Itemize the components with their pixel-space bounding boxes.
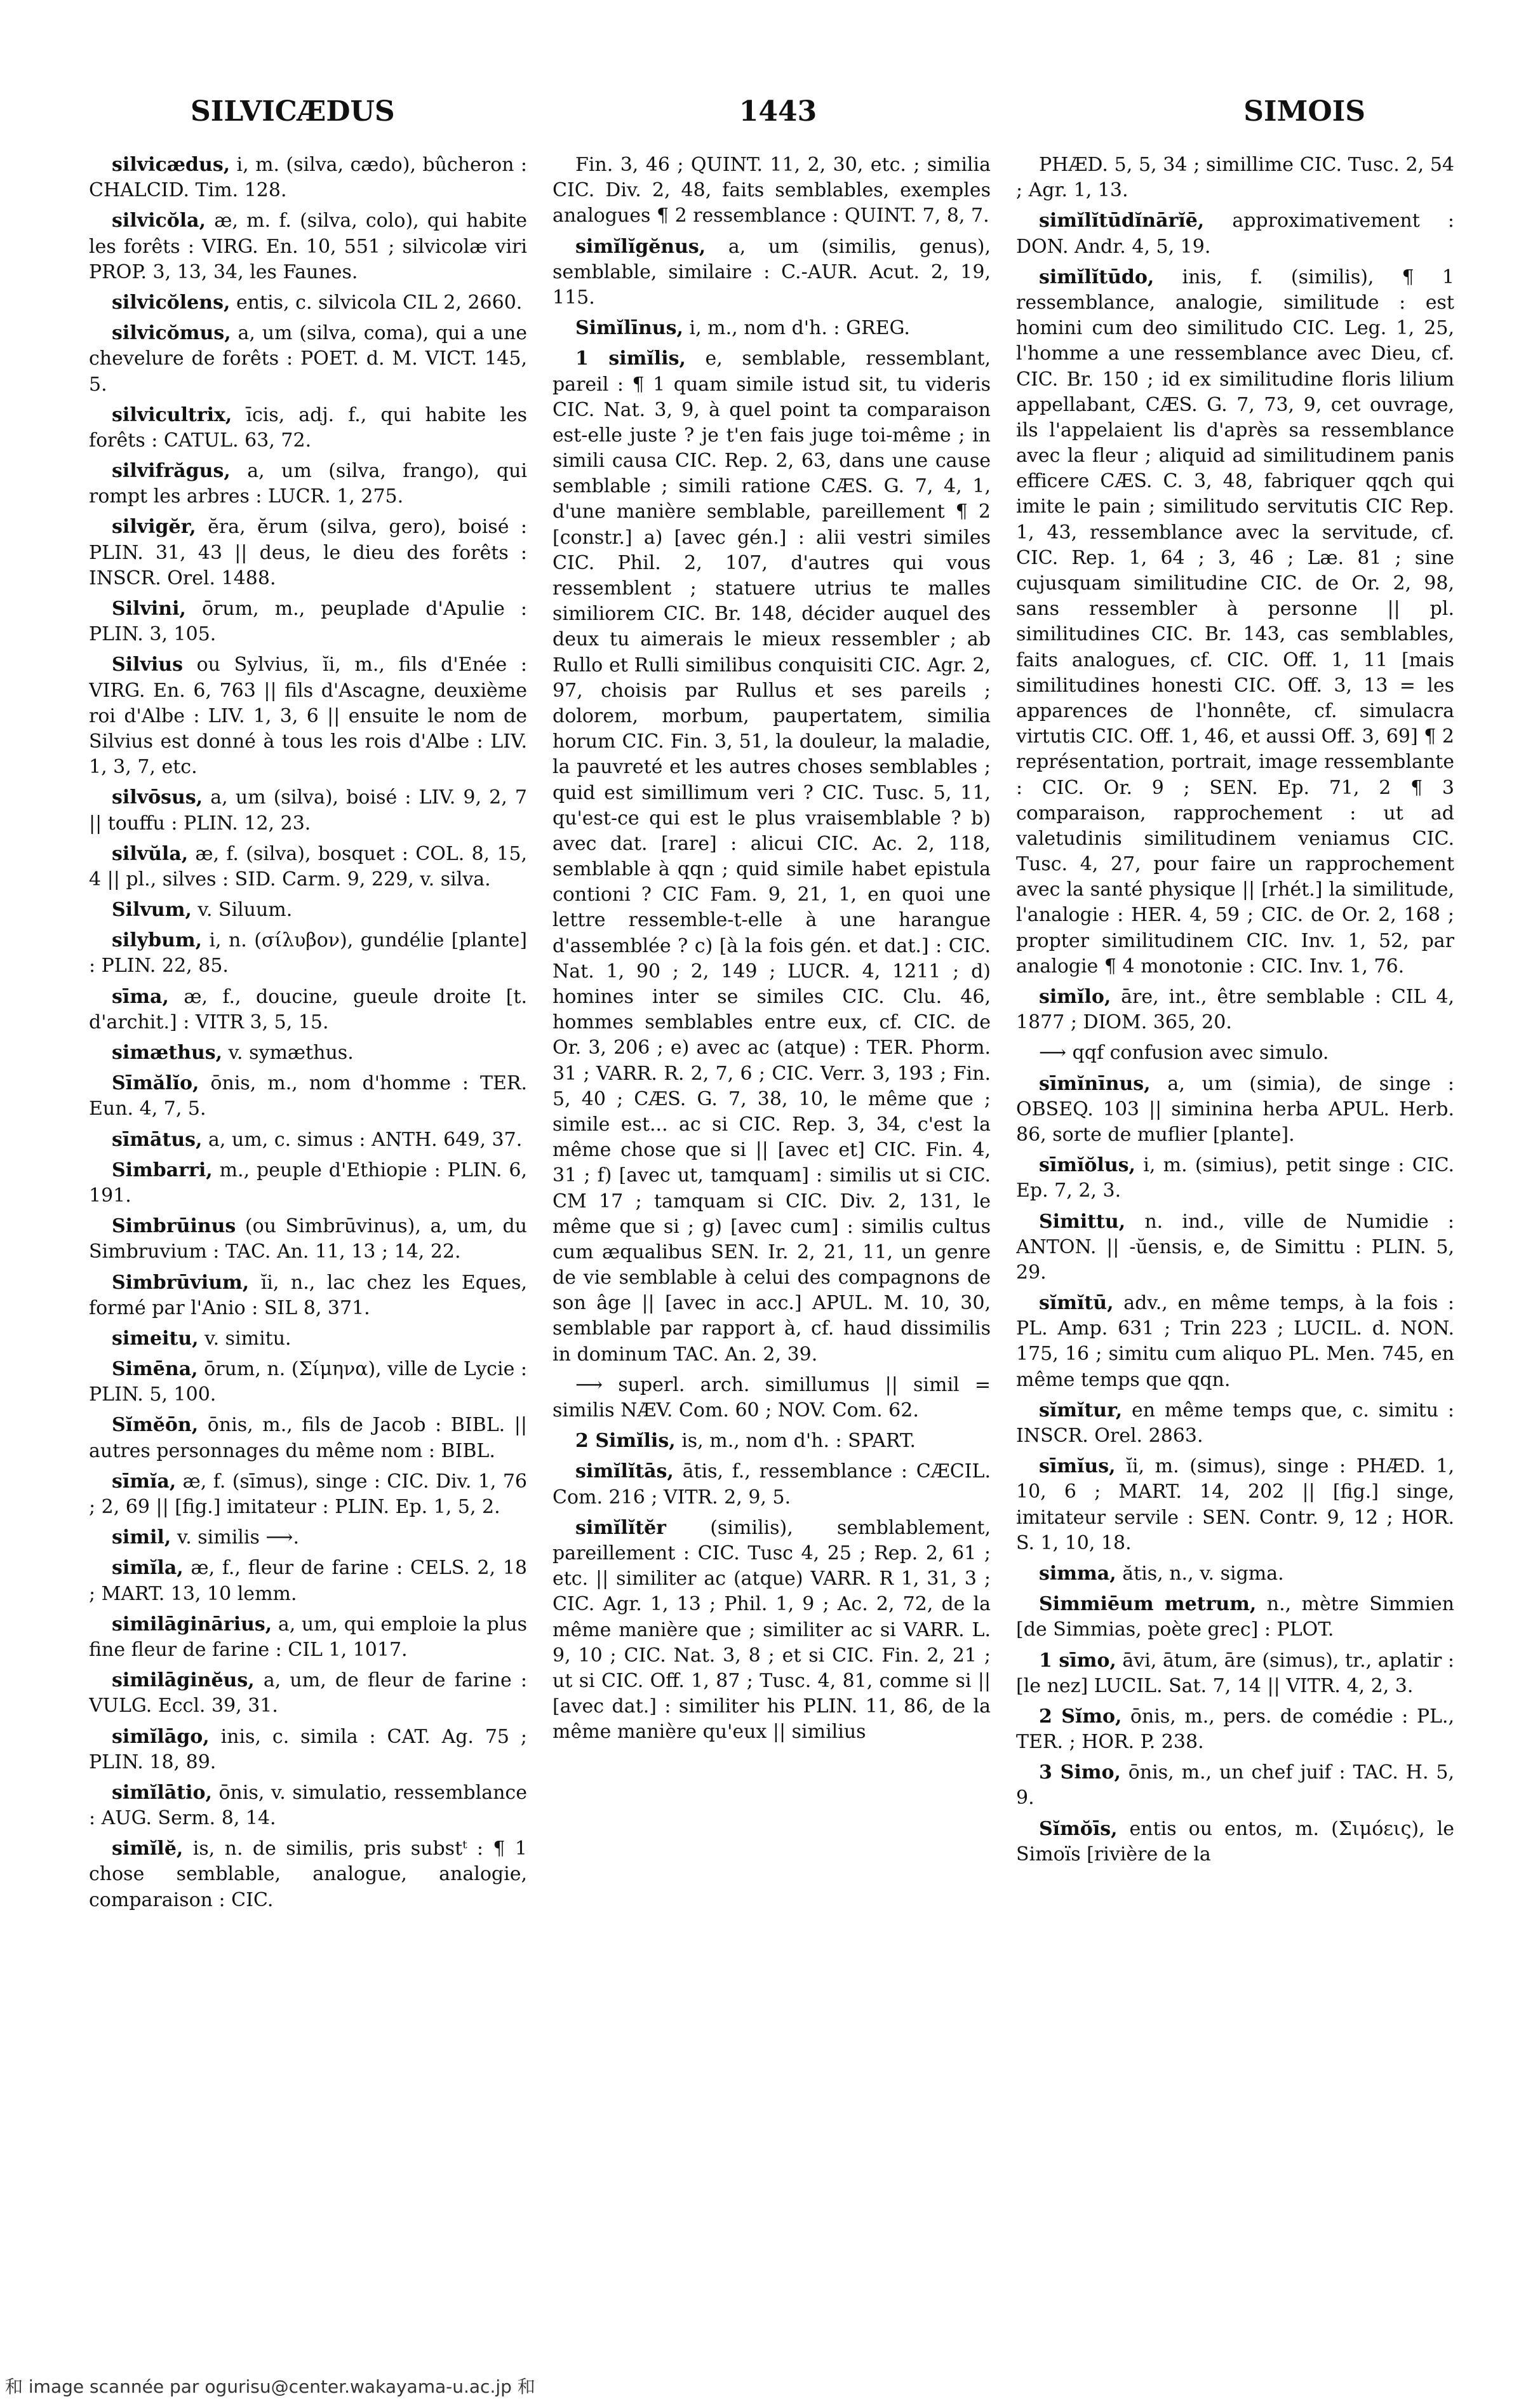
entry-text: entis ou entos, m. (Σιμόεις), le Simoïs [rivière de la bbox=[1016, 1817, 1454, 1865]
entry-headword: silvicædus, bbox=[112, 154, 231, 176]
entry-headword: simĭlātio, bbox=[112, 1781, 212, 1804]
entry-headword: simĭlĭtās, bbox=[575, 1460, 674, 1483]
entry-text: (ou Simbrūvinus), a, um, du Simbruvium : TAC. An. 11, 13 ; 14, 22. bbox=[89, 1215, 527, 1263]
entry-text: āvi, ātum, āre (simus), tr., aplatir : [le nez] LUCIL. Sat. 7, 14 || VITR. 4, 2, 3. bbox=[1016, 1649, 1454, 1697]
dictionary-entry bbox=[89, 1413, 527, 1463]
entry-headword: Sĭmĕōn, bbox=[112, 1414, 199, 1437]
dictionary-entry bbox=[552, 1516, 991, 1745]
entry-text: ātis, f., ressemblance : CÆCIL. Com. 216 ; VITR. 2, 9, 5. bbox=[552, 1460, 991, 1509]
dictionary-entry bbox=[89, 321, 527, 398]
entry-headword: sīmĭŏlus, bbox=[1039, 1154, 1135, 1177]
dictionary-entry bbox=[89, 1780, 527, 1831]
entry-headword: simma, bbox=[1039, 1562, 1116, 1585]
entry-headword: simæthus, bbox=[112, 1042, 223, 1064]
entry-text: entis, c. silvicola CIL 2, 2660. bbox=[230, 291, 523, 314]
entry-text: i, m. (silva, cædo), bûcheron : CHALCID. Tim. 128. bbox=[89, 154, 527, 202]
scan-credit: 和 image scannée par ogurisu@center.wakayama-u.ac.jp 和 bbox=[5, 2376, 535, 2397]
entry-text: Fin. 3, 46 ; QUINT. 11, 2, 30, etc. ; similia CIC. Div. 2, 48, faits semblables, exemples analogues ¶ 2 ressemblance : QUINT. 7, 8, 7. bbox=[552, 154, 991, 227]
entry-text: a, um (silva, frango), qui rompt les arbres : LUCR. 1, 275. bbox=[89, 460, 527, 508]
dictionary-entry bbox=[552, 316, 991, 341]
dictionary-entry bbox=[1016, 985, 1454, 1035]
column-right bbox=[1016, 152, 1454, 2344]
dictionary-entry bbox=[89, 985, 527, 1035]
entry-text: æ, f., fleur de farine : CELS. 2, 18 ; MART. 13, 10 lemm. bbox=[89, 1557, 527, 1605]
entry-headword: silvōsus, bbox=[112, 786, 203, 809]
dictionary-entry bbox=[89, 1071, 527, 1122]
entry-headword: similāginārius, bbox=[112, 1613, 272, 1636]
entry-headword: simĭlĭtĕr bbox=[575, 1516, 666, 1539]
dictionary-entry bbox=[1016, 1398, 1454, 1449]
entry-text: ătis, n., v. sigma. bbox=[1116, 1562, 1284, 1585]
entry-text: ōnis, v. simulatio, ressemblance : AUG. Serm. 8, 14. bbox=[89, 1781, 527, 1830]
entry-headword: Simbarri, bbox=[112, 1159, 213, 1181]
dictionary-entry bbox=[89, 1724, 527, 1775]
entry-text: ĭi, n., lac chez les Eques, formé par l'Anio : SIL 8, 371. bbox=[89, 1271, 527, 1319]
entry-text: is, m., nom d'h. : SPART. bbox=[675, 1430, 916, 1453]
dictionary-entry bbox=[552, 1428, 991, 1454]
dictionary-entry bbox=[552, 1373, 991, 1423]
entry-text: (similis), semblablement, pareillement : CIC. Tusc 4, 25 ; Rep. 2, 61 ; etc. || similiter ac (atque) VARR. R 1, 31, 3 ; CIC. Agr. 1, 13 ; Phil. 1, 9 ; Ac. 2, 72, de la même manière que ; similiter ac si VARR. L. 9, 10 ; CIC. Nat. 3, 8 ; et si CIC. Fin. 2, 21 ; ut si CIC. Off. 1, 87 ; Tusc. 4, 81, comme si || [avec dat.] : similiter his PLIN. 11, 86, de la même manière qu'eux || similius bbox=[552, 1516, 991, 1744]
dictionary-entry bbox=[552, 346, 991, 1368]
dictionary-entry bbox=[89, 208, 527, 285]
dictionary-entry bbox=[552, 1459, 991, 1510]
entry-text: a, um (silva, coma), qui a une chevelure de forêts : POET. d. M. VICT. 145, 5. bbox=[89, 322, 527, 396]
dictionary-entry bbox=[89, 1214, 527, 1265]
entry-text: īcis, adj. f., qui habite les forêts : CATUL. 63, 72. bbox=[89, 403, 527, 452]
dictionary-entry bbox=[89, 652, 527, 780]
entry-text: ōnis, m., pers. de comédie : PL., TER. ; HOR. P. 238. bbox=[1016, 1705, 1454, 1754]
entry-headword: Sīmălĭo, bbox=[112, 1072, 199, 1095]
entry-headword: sīmĭa, bbox=[112, 1470, 177, 1493]
entry-headword: Simbrūvium, bbox=[112, 1271, 250, 1294]
column-middle bbox=[552, 152, 991, 2344]
entry-headword: simĭlo, bbox=[1039, 986, 1111, 1008]
entry-headword: 2 Sĭmo, bbox=[1039, 1705, 1122, 1728]
dictionary-entry bbox=[1016, 1072, 1454, 1148]
dictionary-columns bbox=[89, 152, 1454, 2344]
entry-text: æ, f., doucine, gueule droite [t. d'archit.] : VITR 3, 5, 15. bbox=[89, 985, 527, 1033]
entry-text: ōnis, m., nom d'homme : TER. Eun. 4, 7, 5. bbox=[89, 1072, 527, 1120]
dictionary-entry bbox=[89, 897, 527, 923]
entry-text: v. Siluum. bbox=[191, 899, 293, 922]
entry-headword: silvicultrix, bbox=[112, 403, 232, 426]
dictionary-entry bbox=[1016, 1817, 1454, 1867]
entry-headword: simĭlĭgĕnus, bbox=[575, 235, 706, 258]
entry-text: n. ind., ville de Numidie : ANTON. || -ŭensis, e, de Simittu : PLIN. 5, 29. bbox=[1016, 1210, 1454, 1284]
entry-text: ōnis, m., fils de Jacob : BIBL. || autres personnages du même nom : BIBL. bbox=[89, 1414, 527, 1462]
dictionary-entry bbox=[1016, 1454, 1454, 1556]
entry-headword: Silvini, bbox=[112, 598, 186, 620]
dictionary-entry bbox=[1016, 1153, 1454, 1204]
dictionary-entry bbox=[89, 842, 527, 892]
entry-headword: Simĭlīnus, bbox=[575, 317, 683, 340]
dictionary-entry bbox=[552, 234, 991, 311]
entry-text: a, um (similis, genus), semblable, similaire : C.-AUR. Acut. 2, 19, 115. bbox=[552, 235, 991, 309]
entry-text: e, semblable, ressemblant, pareil : ¶ 1 quam simile istud sit, tu videris CIC. Nat. 3, 9, à quel point ta comparaison est-elle juste ? je t'en fais juge toi-même ; in simili causa CIC. Rep. 2, 63, dans une cause semblable ; simili ratione CÆS. G. 7, 4, 1, d'une manière semblable, pareillement ¶ 2 [constr.] a) [avec gén.] : alii vestri similes CIC. Phil. 2, 107, d'autres qui vous ressemblent ; statuere utrius te malles similiorem CIC. Br. 148, décider auquel des deux tu aimerais le mieux ressembler ; ab Rullo et Rulli similibus conquisiti CIC. Agr. 2, 97, choisis par Rullus et ses pareils ; dolorem, morbum, paupertatem, similia horum CIC. Fin. 3, 51, la douleur, la maladie, la pauvreté et les autres choses semblables ; quid est simillimum veri ? CIC. Tusc. 5, 11, qu'est-ce qui est le plus vraisemblable ? b) avec dat. [rare] : alicui CIC. Ac. 2, 118, semblable à qqn ; quid simile habet epistula contioni ? CIC Fam. 9, 21, 1, en quoi une lettre ressemble-t-elle à une harangue d'assemblée ? c) [à la fois gén. et dat.] : CIC. Nat. 1, 90 ; 2, 149 ; LUCR. 4, 1211 ; d) homines inter se similes CIC. Clu. 46, hommes semblables entre eux, cf. CIC. de Or. 3, 206 ; e) avec ac (atque) : TER. Phorm. 31 ; VARR. R. 2, 7, 6 ; CIC. Verr. 3, 193 ; Fin. 5, 40 ; CÆS. G. 7, 38, 10, le même que ; simile est... ac si CIC. Rep. 3, 34, c'est la même chose que si || [avec et] CIC. Fin. 4, 31 ; f) [avec ut, tamquam] : similis ut si CIC. CM 17 ; tamquam si CIC. Div. 2, 131, le même que si ; g) [avec cum] : similis cultus cum æqualibus SEN. Ir. 2, 21, 11, un genre de vie semblable à celui des compagnons de son âge || [avec in acc.] APUL. M. 10, 30, semblable par rapport à, cf. haud dissimilis in dominum TAC. An. 2, 39. bbox=[552, 347, 991, 1366]
dictionary-entry bbox=[89, 1612, 527, 1663]
dictionary-entry bbox=[89, 290, 527, 316]
entry-headword: sīma, bbox=[112, 985, 169, 1008]
dictionary-entry bbox=[89, 403, 527, 454]
dictionary-entry bbox=[89, 1040, 527, 1066]
page-number: 1443 bbox=[739, 95, 817, 128]
dictionary-entry bbox=[89, 1668, 527, 1719]
page-header bbox=[191, 95, 1365, 140]
entry-text: æ, f. (silva), bosquet : COL. 8, 15, 4 || pl., silves : SID. Carm. 9, 229, v. silva. bbox=[89, 842, 527, 890]
dictionary-entry bbox=[1016, 1040, 1454, 1066]
entry-headword: Simēna, bbox=[112, 1358, 198, 1381]
dictionary-entry bbox=[89, 928, 527, 979]
dictionary-entry bbox=[552, 152, 991, 229]
dictionary-entry bbox=[1016, 208, 1454, 259]
dictionary-entry bbox=[1016, 265, 1454, 979]
entry-text: ōrum, n. (Σίμηνα), ville de Lycie : PLIN. 5, 100. bbox=[89, 1358, 527, 1406]
entry-text: v. simitu. bbox=[198, 1327, 291, 1350]
entry-headword: 1 simĭlis, bbox=[575, 347, 686, 370]
entry-text: inis, c. simila : CAT. Ag. 75 ; PLIN. 18, 89. bbox=[89, 1725, 527, 1773]
dictionary-entry bbox=[89, 514, 527, 591]
dictionary-entry bbox=[89, 1556, 527, 1606]
entry-text: a, um, qui emploie la plus fine fleur de farine : CIL 1, 1017. bbox=[89, 1613, 527, 1661]
entry-text: ⟶ superl. arch. simillumus || simil = similis NÆV. Com. 60 ; NOV. Com. 62. bbox=[552, 1373, 991, 1421]
entry-headword: 1 sīmo, bbox=[1039, 1649, 1116, 1672]
entry-text: PHÆD. 5, 5, 34 ; simillime CIC. Tusc. 2, 54 ; Agr. 1, 13. bbox=[1016, 154, 1454, 202]
dictionary-entry bbox=[89, 1469, 527, 1520]
entry-headword: sīmĭus, bbox=[1039, 1455, 1116, 1478]
entry-text: ōrum, m., peuplade d'Apulie : PLIN. 3, 105. bbox=[89, 598, 527, 646]
entry-text: a, um (silva), boisé : LIV. 9, 2, 7 || touffu : PLIN. 12, 23. bbox=[89, 786, 527, 835]
entry-text: m., peuple d'Ethiopie : PLIN. 6, 191. bbox=[89, 1159, 527, 1207]
entry-text: ⟶ qqf confusion avec simulo. bbox=[1039, 1042, 1329, 1065]
entry-text: ou Sylvius, ĭi, m., fils d'Enée : VIRG. En. 6, 763 || fils d'Ascagne, deuxième roi d'Albe : LIV. 1, 3, 6 || ensuite le nom de Silvius est donné à tous les rois d'Albe : LIV. 1, 3, 7, etc. bbox=[89, 654, 527, 779]
entry-text: i, m., nom d'h. : GREG. bbox=[683, 317, 910, 340]
dictionary-entry bbox=[89, 1270, 527, 1321]
entry-headword: similāginĕus, bbox=[112, 1669, 255, 1692]
dictionary-entry bbox=[1016, 1760, 1454, 1811]
entry-text: ōnis, m., un chef juif : TAC. H. 5, 9. bbox=[1016, 1761, 1454, 1810]
dictionary-entry bbox=[89, 1326, 527, 1352]
entry-text: adv., en même temps, à la fois : PL. Amp. 631 ; Trin 223 ; LUCIL. d. NON. 175, 16 ; simitu cum aliquo PL. Men. 745, en même temps que qqn. bbox=[1016, 1292, 1454, 1391]
entry-headword: silvifrăgus, bbox=[112, 460, 231, 483]
entry-text: a, um, de fleur de farine : VULG. Eccl. 39, 31. bbox=[89, 1669, 527, 1717]
entry-headword: simĭlĭtūdĭnārĭē, bbox=[1039, 210, 1205, 232]
running-head-left: SILVICÆDUS bbox=[191, 95, 395, 128]
entry-text: āre, int., être semblable : CIL 4, 1877 ; DIOM. 365, 20. bbox=[1016, 986, 1454, 1034]
dictionary-entry bbox=[1016, 1561, 1454, 1587]
entry-headword: silybum, bbox=[112, 929, 203, 952]
dictionary-entry bbox=[89, 1836, 527, 1913]
entry-text: i, m. (simius), petit singe : CIC. Ep. 7, 2, 3. bbox=[1016, 1154, 1454, 1202]
entry-headword: silvicŏla, bbox=[112, 210, 206, 232]
entry-headword: silvicŏmus, bbox=[112, 322, 231, 345]
entry-text: æ, f. (sīmus), singe : CIC. Div. 1, 76 ; 2, 69 || [fig.] imitateur : PLIN. Ep. 1, 5, 2. bbox=[89, 1470, 527, 1518]
entry-text: i, n. (σίλυβον), gundélie [plante] : PLIN. 22, 85. bbox=[89, 929, 527, 978]
entry-headword: Simittu, bbox=[1039, 1210, 1126, 1233]
dictionary-entry bbox=[89, 1127, 527, 1153]
entry-text: ĭi, m. (simus), singe : PHÆD. 1, 10, 6 ; MART. 14, 202 || [fig.] singe, imitateur servile : SEN. Contr. 9, 12 ; HOR. S. 1, 10, 18. bbox=[1016, 1455, 1454, 1554]
entry-headword: Silvius bbox=[112, 654, 183, 676]
dictionary-entry bbox=[89, 459, 527, 509]
entry-text: v. symæthus. bbox=[222, 1042, 354, 1064]
entry-headword: Simmiēum metrum, bbox=[1039, 1593, 1257, 1616]
dictionary-entry bbox=[1016, 1209, 1454, 1286]
entry-headword: simil, bbox=[112, 1526, 171, 1549]
entry-headword: silvicŏlens, bbox=[112, 291, 231, 314]
entry-headword: simĭla, bbox=[112, 1557, 184, 1580]
column-left bbox=[89, 152, 527, 2344]
entry-text: a, um (simia), de singe : OBSEQ. 103 || siminina herba APUL. Herb. 86, sorte de muflier [plante]. bbox=[1016, 1072, 1454, 1146]
entry-headword: silvigĕr, bbox=[112, 516, 196, 539]
entry-headword: sĭmĭtur, bbox=[1039, 1399, 1123, 1421]
entry-headword: simeitu, bbox=[112, 1327, 199, 1350]
dictionary-entry bbox=[89, 1525, 527, 1550]
entry-headword: simĭlĕ, bbox=[112, 1838, 184, 1860]
entry-headword: 2 Simĭlis, bbox=[575, 1430, 676, 1453]
entry-text: a, um, c. simus : ANTH. 649, 37. bbox=[202, 1128, 523, 1151]
entry-headword: Simbrūinus bbox=[112, 1215, 236, 1238]
dictionary-entry bbox=[1016, 152, 1454, 203]
entry-headword: 3 Simo, bbox=[1039, 1761, 1121, 1784]
entry-headword: Sĭmŏīs, bbox=[1039, 1817, 1118, 1840]
entry-text: is, n. de similis, pris substᵗ : ¶ 1 chose semblable, analogue, analogie, comparaison : CIC. bbox=[89, 1838, 527, 1911]
entry-headword: sĭmĭtū, bbox=[1039, 1292, 1114, 1315]
entry-text: æ, m. f. (silva, colo), qui habite les forêts : VIRG. En. 10, 551 ; silvicolæ viri PROP. 3, 13, 34, les Faunes. bbox=[89, 210, 527, 283]
entry-text: v. similis ⟶. bbox=[171, 1526, 299, 1549]
dictionary-entry bbox=[89, 785, 527, 836]
dictionary-entry bbox=[1016, 1291, 1454, 1393]
entry-headword: sīmĭnīnus, bbox=[1039, 1072, 1151, 1095]
entry-text: inis, f. (similis), ¶ 1 ressemblance, analogie, similitude : est homini cum deo similitudo CIC. Leg. 1, 25, l'homme a une ressemblance avec Dieu, cf. CIC. Br. 150 ; id ex similitudine floris lilium appellabant, CÆS. G. 7, 73, 9, cet ouvrage, ils l'appelaient lis d'après sa ressemblance avec la fleur ; aliquid ad similitudinem panis efficere CÆS. C. 3, 48, fabriquer qqch qui imite le pain ; similitudo servitutis CIC Rep. 1, 43, ressemblance avec la servitude, cf. CIC. Rep. 1, 64 ; 3, 46 ; Læ. 81 ; sine cujusquam similitudine CIC. de Or. 2, 98, sans ressembler à personne || pl. similitudines CIC. Br. 143, cas semblables, faits analogues, cf. CIC. Off. 1, 11 [mais similitudines honesti CIC. Off. 3, 13 = les apparences de l'honnête, cf. simulacra virtutis CIC. Off. 1, 46, et aussi Off. 3, 69] ¶ 2 représentation, portrait, image ressemblante : CIC. Or. 9 ; SEN. Ep. 71, 2 ¶ 3 comparaison, rapprochement : ut ad valetudinis similitudinem veniamus CIC. Tusc. 4, 27, pour faire un rapprochement avec la santé physique || [rhét.] la similitude, l'analogie : HER. 4, 59 ; CIC. de Or. 2, 168 ; propter similitudinem CIC. Inv. 1, 52, par analogie ¶ 4 monotonie : CIC. Inv. 1, 76. bbox=[1016, 265, 1454, 978]
entry-text: ĕra, ĕrum (silva, gero), boisé : PLIN. 31, 43 || deus, le dieu des forêts : INSCR. Orel. 1488. bbox=[89, 516, 527, 589]
dictionary-entry bbox=[1016, 1592, 1454, 1643]
dictionary-entry bbox=[89, 152, 527, 203]
dictionary-entry bbox=[1016, 1648, 1454, 1699]
entry-headword: simĭlāgo, bbox=[112, 1725, 210, 1748]
entry-headword: sīmātus, bbox=[112, 1128, 203, 1151]
entry-headword: Silvum, bbox=[112, 899, 192, 922]
entry-text: n., mètre Simmien [de Simmias, poète grec] : PLOT. bbox=[1016, 1593, 1454, 1641]
dictionary-entry bbox=[89, 1158, 527, 1209]
dictionary-entry bbox=[1016, 1704, 1454, 1755]
entry-text: en même temps que, c. simitu : INSCR. Orel. 2863. bbox=[1016, 1399, 1454, 1447]
dictionary-entry bbox=[89, 1357, 527, 1408]
entry-headword: silvŭla, bbox=[112, 842, 189, 865]
dictionary-entry bbox=[89, 596, 527, 647]
entry-text: approximativement : DON. Andr. 4, 5, 19. bbox=[1016, 210, 1454, 258]
entry-headword: simĭlĭtūdo, bbox=[1039, 265, 1155, 288]
running-head-right: SIMOIS bbox=[1243, 95, 1365, 128]
